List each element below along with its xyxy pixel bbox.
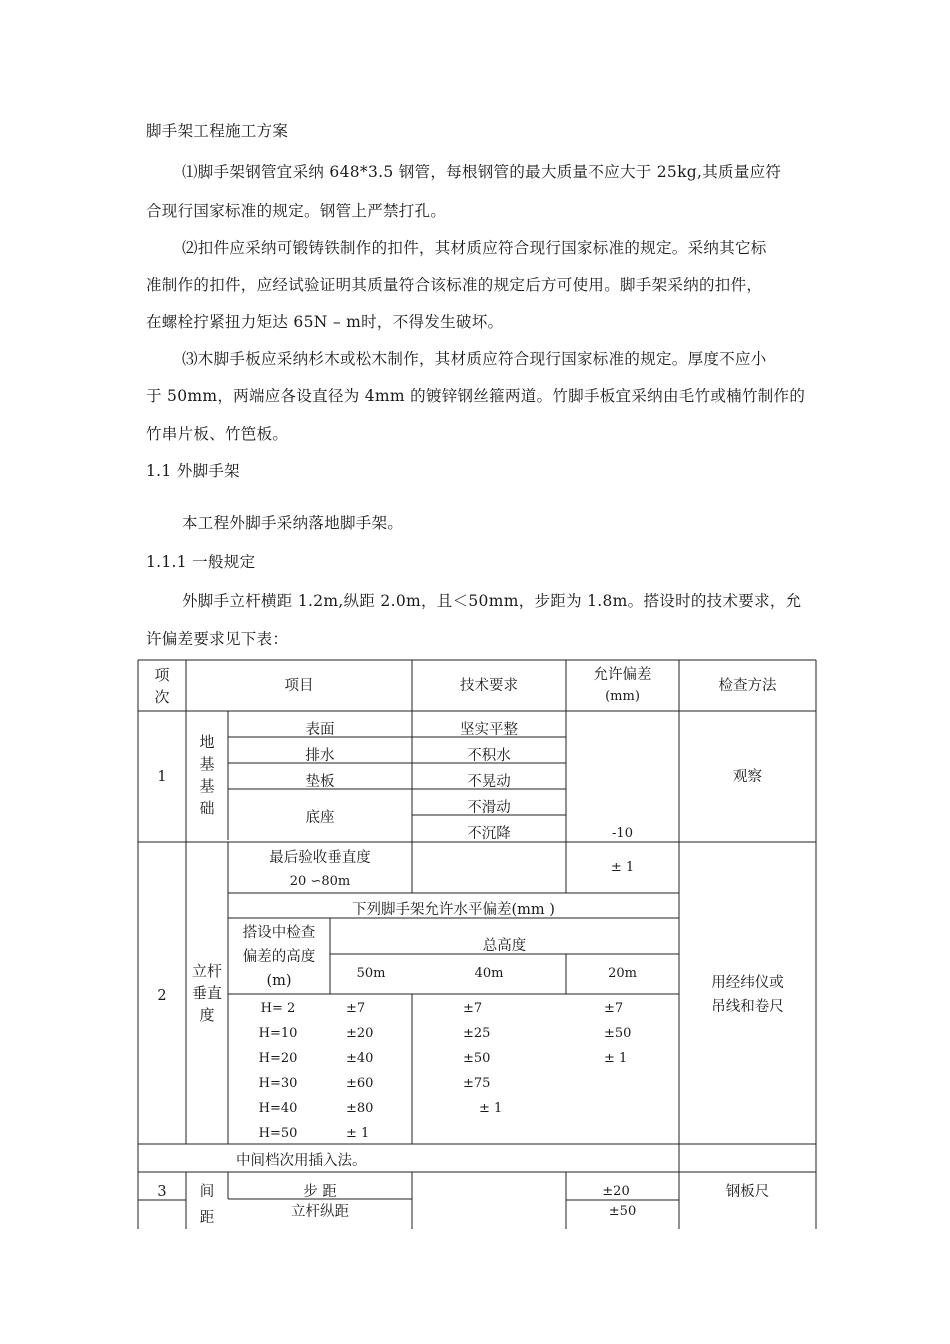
row3-group-a: 间 [199, 1184, 215, 1200]
row2-col50-values: ±7 ±20 ±40 ±60 ±80 ± 1 [346, 1001, 374, 1141]
row1-method: 观察 [733, 769, 762, 785]
row2-interpolation-note: 中间档次用插入法。 [236, 1153, 367, 1169]
para-1-line-2: 合现行国家标准的规定。钢管上严禁打孔。 [146, 202, 447, 220]
row2-height-label: 搭设中检查 偏差的高度 (m) [242, 925, 316, 989]
header-tech: 技术要求 [460, 678, 518, 694]
row1-req-3: 不晃动 [467, 774, 511, 790]
para-1-line-1: ⑴脚手架钢管宜采纳 648*3.5 钢管，每根钢管的最大质量不应大于 25kg,其质量应符 [182, 163, 782, 181]
row3-no: 3 [157, 1184, 167, 1200]
header-no: 项 次 [154, 666, 170, 706]
row2-total-height: 总高度 [482, 938, 527, 954]
row2-col-50m: 50m [356, 966, 386, 981]
para-4: 本工程外脚手采纳落地脚手架。 [182, 514, 404, 532]
row3-step-deviation: ±20 [602, 1184, 630, 1199]
row1-item-drainage: 排水 [305, 748, 335, 764]
row1-group: 地 基 基 础 [199, 733, 215, 817]
row2-group: 立杆 垂直 度 [191, 962, 222, 1024]
row2-col-40m: 40m [474, 966, 504, 981]
row3-method: 钢板尺 [725, 1184, 770, 1200]
row2-method: 用经纬仪或 吊线和卷尺 [711, 975, 784, 1015]
row2-final-deviation: ± 1 [610, 860, 635, 875]
row1-req-1: 坚实平整 [460, 722, 518, 738]
header-method: 检查方法 [718, 678, 777, 694]
row2-no: 2 [157, 988, 167, 1004]
row3-column-spacing-deviation: ±50 [608, 1204, 637, 1219]
row2-final-check: 最后验收垂直度 20 ∽80m [269, 850, 371, 889]
para-2-line-2: 准制作的扣件，应经试验证明其质量符合该标准的规定后方可使用。脚手架采纳的扣件， [146, 276, 763, 294]
para-3-line-1: ⑶木脚手板应采纳杉木或松木制作，其材质应符合现行国家标准的规定。厚度不应小 [182, 350, 767, 368]
row1-no: 1 [157, 769, 167, 785]
section-heading-1-1: 1.1 外脚手架 [146, 462, 240, 480]
row2-subtable-title: 下列脚手架允许水平偏差(mm ) [352, 902, 555, 918]
para-5-line-2: 许偏差要求见下表： [146, 630, 289, 648]
para-2-line-1: ⑵扣件应采纳可锻铸铁制作的扣件，其材质应符合现行国家标准的规定。采纳其它标 [182, 239, 767, 257]
row1-req-5: 不沉降 [467, 826, 511, 842]
para-3-line-3: 竹串片板、竹笆板。 [146, 425, 289, 443]
row2-col-20m: 20m [608, 966, 637, 981]
row1-req-4: 不滑动 [467, 800, 511, 816]
row1-deviation: -10 [612, 826, 633, 841]
row3-column-spacing: 立杆纵距 [291, 1204, 349, 1220]
row2-h-values: H= 2 H=10 H=20 H=30 H=40 H=50 [258, 1001, 298, 1141]
row1-item-surface: 表面 [305, 722, 335, 738]
para-3-line-2: 于 50mm，两端应各设直径为 4mm 的镀锌钢丝箍两道。竹脚手板宜采纳由毛竹或楠竹制作的 [146, 387, 806, 405]
row3-group-b: 距 [199, 1210, 215, 1226]
section-heading-1-1-1: 1.1.1 一般规定 [146, 553, 256, 571]
row1-req-2: 不积水 [467, 748, 511, 764]
doc-title: 脚手架工程施工方案 [146, 122, 289, 140]
row1-item-base: 底座 [305, 810, 335, 826]
row2-col20-values: ±7 ±50 ± 1 [604, 1001, 632, 1066]
header-deviation: 允许偏差 (mm) [593, 667, 652, 704]
para-5-line-1: 外脚手立杆横距 1.2m,纵距 2.0m，且＜50mm，步距为 1.8m。搭设时的技术要求，允 [182, 592, 802, 610]
row2-col40-values: ±7 ±25 ±50 ±75 ± 1 [463, 1001, 503, 1116]
row1-item-pad: 垫板 [305, 774, 335, 790]
header-item: 项目 [284, 678, 314, 694]
row3-step: 步 距 [303, 1184, 337, 1200]
para-2-line-3: 在螺栓拧紧扭力矩达 65N – m时，不得发生破坏。 [146, 313, 504, 331]
